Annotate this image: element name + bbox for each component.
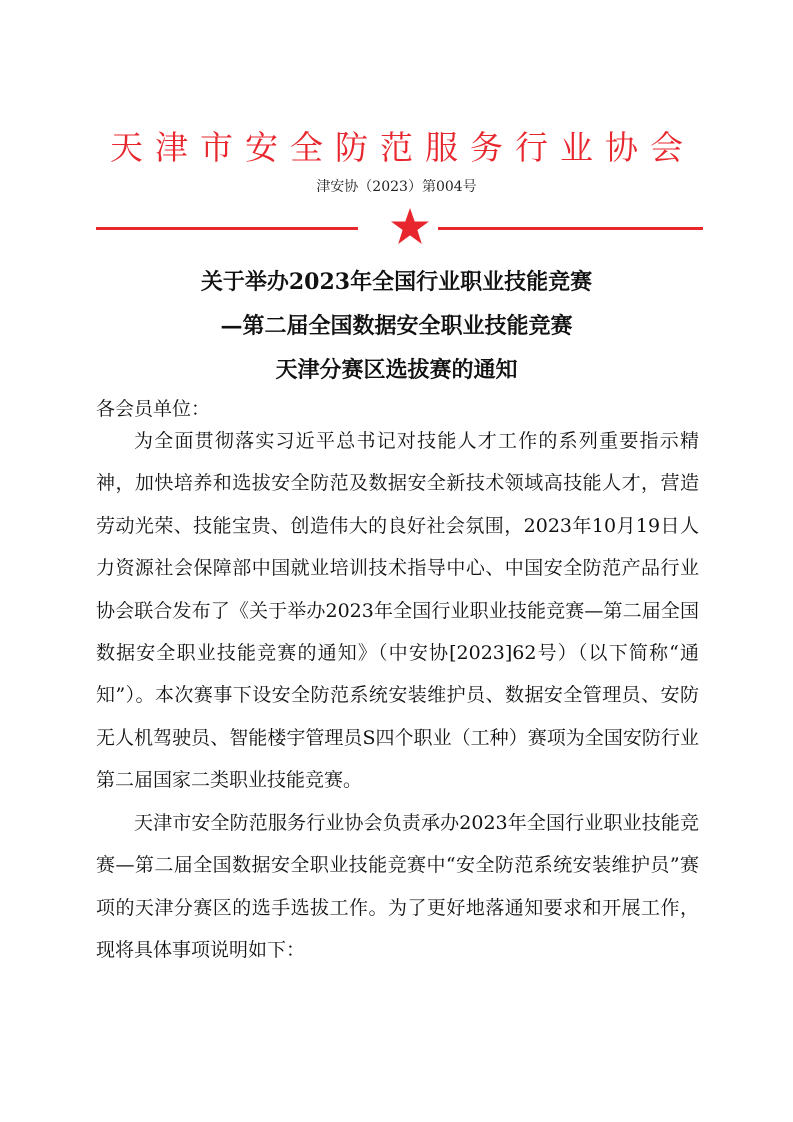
- organization-header: 天津市安全防范服务行业协会: [110, 128, 695, 167]
- red-divider-right: [438, 227, 703, 230]
- red-divider-left: [96, 227, 358, 230]
- body-paragraph-1: 为全面贯彻落实习近平总书记对技能人才工作的系列重要指示精神，加快培养和选拔安全防范及数据安全新技术领域高技能人才，营造劳动光荣、技能宝贵、创造伟大的良好社会氛围，2023年10月19日人力资源社会保障部中国就业培训技术指导中心、中国安全防范产品行业协会联合发布了《关于举办2023年全国行业职业技能竞赛—第二届全国数据安全职业技能竞赛的通知》（中安协[2023]62号）（以下简称“通知”）。本次赛事下设安全防范系统安装维护员、数据安全管理员、安防无人机驾驶员、智能楼宇管理员S四个职业（工种）赛项为全国安防行业第二届国家二类职业技能竞赛。: [96, 430, 699, 792]
- salutation: 各会员单位：: [96, 398, 211, 420]
- red-star-icon: [390, 206, 430, 246]
- notice-title-line-3: 天津分赛区选拔赛的通知: [275, 357, 518, 383]
- document-number: 津安协（2023）第004号: [316, 179, 477, 195]
- notice-title-line-2: —第二届全国数据安全职业技能竞赛: [220, 313, 573, 339]
- body-paragraph-2: 天津市安全防范服务行业协会负责承办2023年全国行业职业技能竞赛—第二届全国数据安全职业技能竞赛中“安全防范系统安装维护员”赛项的天津分赛区的选手选拔工作。为了更好地落通知要求和开展工作，现将具体事项说明如下：: [96, 812, 699, 962]
- notice-title-line-1: 关于举办2023年全国行业职业技能竞赛: [200, 269, 593, 295]
